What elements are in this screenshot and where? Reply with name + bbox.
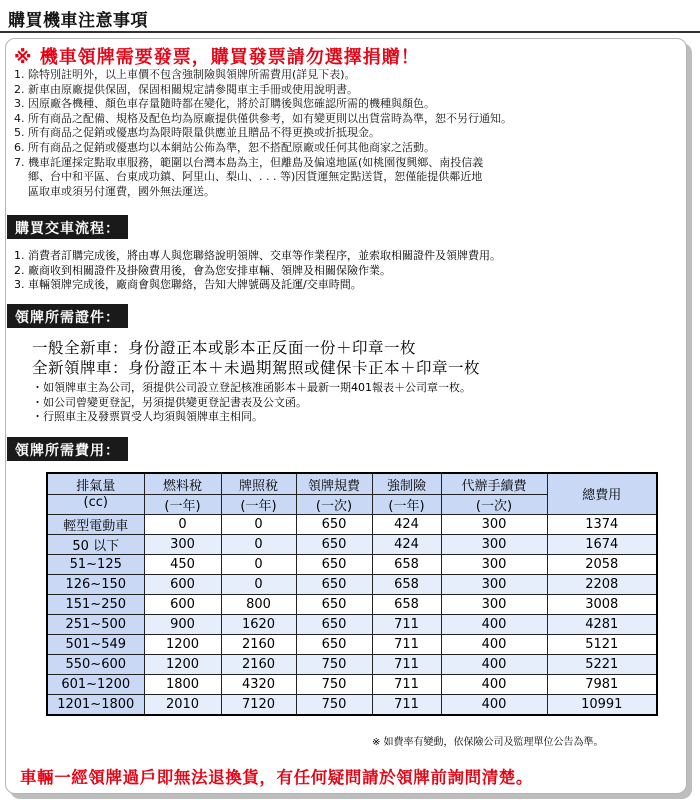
table-cell: 711 [372, 695, 441, 715]
section-label-docs: 領牌所需證件： [7, 304, 128, 328]
document-note: ・如公司曾變更登記，另須提供變更登記書表及公文函。 [32, 395, 307, 409]
notice-item: 6. 所有商品之促銷或優惠均以本網站公佈為準，恕不搭配原廠或任何其他商家之活動。 [14, 140, 435, 154]
table-row [47, 554, 657, 574]
table-cell: 600 [144, 574, 221, 594]
notice-item: 5. 所有商品之促銷或優惠均為限時限量供應並且贈品不得更換或折抵現金。 [14, 126, 380, 140]
notice-item: 7. 機車託運採定點取車服務，範圍以台灣本島為主，但離島及偏遠地區(如桃園復興鄉、南投信義鄉、台中和平區、台東成功鎮、阿里山、梨山、. . . 等)因貨運無定點送貨，恕僅能提供鄰近地區取車或須另付運費，國外無法運送。 [14, 155, 484, 198]
column-header: 燃料稅 [144, 473, 221, 494]
table-cell: 300 [144, 534, 221, 554]
table-cell: 900 [144, 614, 221, 634]
column-header: 代辦手續費 [441, 473, 547, 494]
row-header-cell: 1201~1800 [47, 695, 144, 715]
section-label-text: 購買交車流程 [15, 221, 105, 237]
table-cell: 300 [441, 554, 547, 574]
table-cell: 424 [372, 534, 441, 554]
step-item: 3. 車輛領牌完成後，廠商會與您聯絡，告知大牌號碼及託運/交車時間。 [14, 278, 362, 292]
table-cell: 711 [372, 635, 441, 655]
table-cell: 400 [441, 614, 547, 634]
row-header-cell: 51~125 [47, 554, 144, 574]
title-divider [0, 31, 700, 33]
table-cell: 300 [441, 534, 547, 554]
doc-line-new-car: 一般全新車：身份證正本或影本正反面一份＋印章一枚 [32, 339, 417, 357]
doc-line-plate-car: 全新領牌車：身份證正本＋未過期駕照或健保卡正本＋印章一枚 [32, 359, 481, 377]
column-subheader: (一年) [144, 494, 221, 514]
table-cell: 0 [221, 554, 296, 574]
column-subheader: (cc) [47, 494, 144, 514]
final-warning: 車輛一經領牌過戶即無法退換貨，有任何疑問請於領牌前詢問清楚。 [20, 768, 533, 787]
table-cell: 1200 [144, 655, 221, 675]
table-cell: 450 [144, 554, 221, 574]
table-cell: 0 [221, 574, 296, 594]
table-cell: 650 [296, 614, 372, 634]
table-row [47, 574, 657, 594]
table-row [47, 594, 657, 614]
invoice-alert-heading: ※ 機車領牌需要發票，購買發票請勿選擇捐贈！ [14, 47, 420, 68]
table-cell: 0 [221, 514, 296, 534]
column-subheader: (一次) [296, 494, 372, 514]
table-cell: 400 [441, 655, 547, 675]
table-cell: 5121 [547, 635, 657, 655]
table-row [47, 655, 657, 675]
table-cell: 7981 [547, 675, 657, 695]
table-cell: 750 [296, 695, 372, 715]
column-subheader: (一年) [221, 494, 296, 514]
table-cell: 1200 [144, 635, 221, 655]
table-cell: 600 [144, 594, 221, 614]
row-header-cell: 501~549 [47, 635, 144, 655]
table-cell: 658 [372, 594, 441, 614]
table-cell: 300 [441, 514, 547, 534]
table-cell: 650 [296, 534, 372, 554]
row-header-cell: 輕型電動車 [47, 514, 144, 534]
table-cell: 10991 [547, 695, 657, 715]
table-cell: 650 [296, 635, 372, 655]
table-cell: 7120 [221, 695, 296, 715]
section-label-purchase: 購買交車流程： [7, 215, 128, 239]
notice-item: 4. 所有商品之配備、規格及配色均為原廠提供僅供參考，如有變更則以出貨當時為準，恕不另行通知。 [14, 111, 512, 125]
column-subheader: (一次) [441, 494, 547, 514]
table-cell: 3008 [547, 594, 657, 614]
column-header-total: 總費用 [547, 473, 657, 514]
table-cell: 711 [372, 614, 441, 634]
column-header: 排氣量 [47, 473, 144, 494]
table-row [47, 534, 657, 554]
row-header-cell: 151~250 [47, 594, 144, 614]
table-cell: 424 [372, 514, 441, 534]
table-cell: 650 [296, 594, 372, 614]
required-documents [32, 338, 480, 378]
section-label-fees: 領牌所需費用： [7, 437, 128, 461]
table-cell: 658 [372, 574, 441, 594]
table-cell: 2010 [144, 695, 221, 715]
table-cell: 1620 [221, 614, 296, 634]
table-cell: 1800 [144, 675, 221, 695]
table-cell: 711 [372, 675, 441, 695]
section-label-text: 領牌所需費用 [15, 443, 105, 459]
row-header-cell: 550~600 [47, 655, 144, 675]
table-row [47, 514, 657, 534]
table-cell: 2160 [221, 635, 296, 655]
notice-item: 1. 除特別註明外，以上車價不包含強制險與領牌所需費用(詳見下表)。 [14, 68, 356, 81]
table-cell: 2208 [547, 574, 657, 594]
fee-table [46, 472, 658, 716]
table-cell: 2160 [221, 655, 296, 675]
purchase-steps-list [14, 249, 674, 293]
row-header-cell: 251~500 [47, 614, 144, 634]
table-cell: 650 [296, 514, 372, 534]
table-cell: 658 [372, 554, 441, 574]
document-notes [32, 381, 471, 425]
table-header-row [47, 473, 657, 494]
table-cell: 1374 [547, 514, 657, 534]
notice-list [14, 68, 674, 199]
table-cell: 2058 [547, 554, 657, 574]
table-cell: 4320 [221, 675, 296, 695]
document-note: ・行照車主及發票買受人均須與領牌車主相同。 [32, 410, 263, 423]
section-label-text: 領牌所需證件 [15, 310, 105, 326]
step-item: 2. 廠商收到相關證件及掛險費用後，會為您安排車輛、領牌及相關保險作業。 [14, 263, 391, 277]
row-header-cell: 601~1200 [47, 675, 144, 695]
table-cell: 300 [441, 574, 547, 594]
table-cell: 650 [296, 554, 372, 574]
step-item: 1. 消費者訂購完成後，將由專人與您聯絡說明領牌、交車等作業程序，並索取相關證件及領牌費用。 [14, 249, 501, 262]
table-cell: 1674 [547, 534, 657, 554]
row-header-cell: 50 以下 [47, 534, 144, 554]
table-row [47, 675, 657, 695]
fee-note: ※ 如費率有變動，依保險公司及監理單位公告為準。 [372, 737, 604, 748]
table-cell: 711 [372, 655, 441, 675]
table-cell: 4281 [547, 614, 657, 634]
column-subheader: (一年) [372, 494, 441, 514]
table-cell: 800 [221, 594, 296, 614]
table-row [47, 635, 657, 655]
table-cell: 5221 [547, 655, 657, 675]
notice-item: 3. 因原廠各機種、顏色車存量隨時都在變化，將於訂購後與您確認所需的機種與顏色。 [14, 97, 435, 111]
table-row [47, 695, 657, 715]
page-title: 購買機車注意事項 [8, 11, 148, 31]
table-cell: 400 [441, 675, 547, 695]
table-row [47, 614, 657, 634]
notice-item: 2. 新車由原廠提供保固，保固相關規定請參閱車主手冊或使用說明書。 [14, 82, 358, 96]
table-cell: 650 [296, 574, 372, 594]
table-cell: 300 [441, 594, 547, 614]
table-cell: 400 [441, 635, 547, 655]
table-cell: 400 [441, 695, 547, 715]
column-header: 牌照稅 [221, 473, 296, 494]
row-header-cell: 126~150 [47, 574, 144, 594]
column-header: 強制險 [372, 473, 441, 494]
document-note: ・如領牌車主為公司，須提供公司設立登記核准函影本＋最新一期401報表＋公司章一枚。 [32, 381, 471, 394]
column-header: 領牌規費 [296, 473, 372, 494]
table-cell: 750 [296, 675, 372, 695]
table-cell: 0 [221, 534, 296, 554]
table-cell: 0 [144, 514, 221, 534]
table-cell: 750 [296, 655, 372, 675]
